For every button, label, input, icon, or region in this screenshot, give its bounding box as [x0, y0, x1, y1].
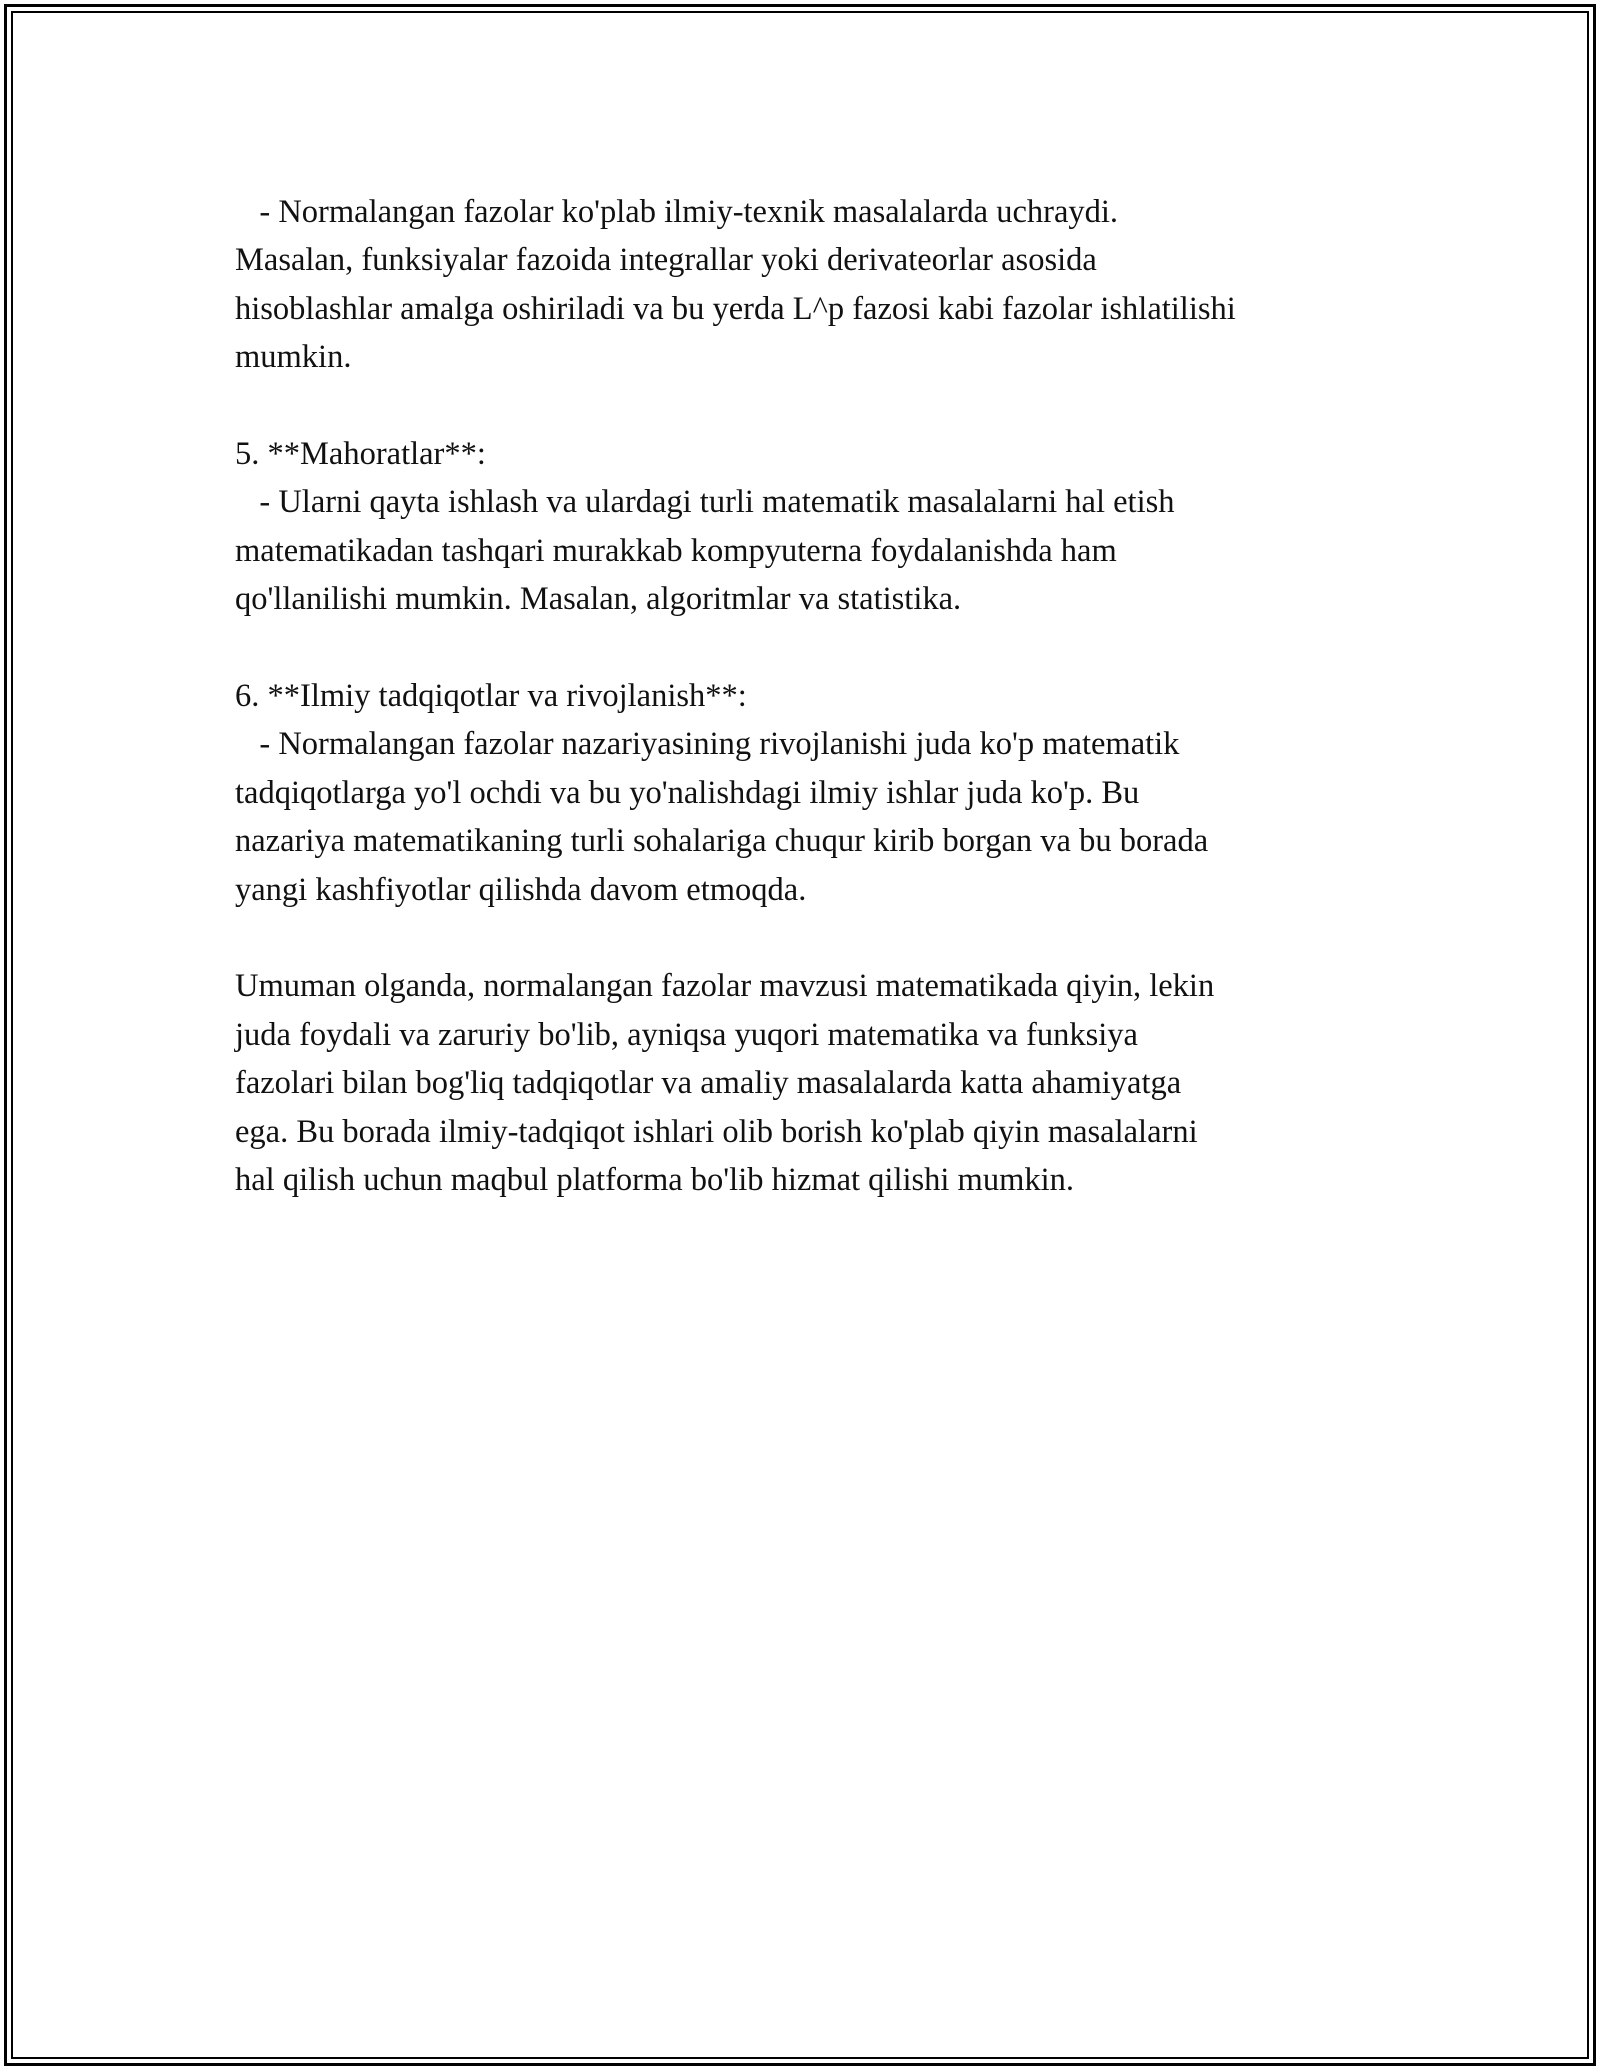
text-line: tadqiqotlarga yo'l ochdi va bu yo'nalishdagi ilmiy ishlar juda ko'p. Bu	[235, 774, 1140, 811]
document-body	[235, 188, 1395, 1253]
text-line: Umuman olganda, normalangan fazolar mavzusi matematikada qiyin, lekin	[235, 968, 1215, 1005]
text-line: ega. Bu borada ilmiy-tadqiqot ishlari olib borish ko'plab qiyin masalalarni	[235, 1113, 1198, 1150]
section-5-mahoratlar	[235, 430, 1395, 624]
text-line: mumkin.	[235, 339, 352, 376]
section-heading: 6. **Ilmiy tadqiqotlar va rivojlanish**:	[235, 678, 747, 715]
paragraph-conclusion	[235, 962, 1395, 1204]
section-heading: 5. **Mahoratlar**:	[235, 436, 486, 473]
text-line: hisoblashlar amalga oshiriladi va bu yerda L^p fazosi kabi fazolar ishlatilishi	[235, 290, 1236, 327]
text-line: yangi kashfiyotlar qilishda davom etmoqda.	[235, 871, 807, 908]
text-line: qo'llanilishi mumkin. Masalan, algoritmlar va statistika.	[235, 581, 962, 618]
text-line: - Normalangan fazolar ko'plab ilmiy-texnik masalalarda uchraydi.	[235, 194, 1119, 230]
text-line: Masalan, funksiyalar fazoida integrallar yoki derivateorlar asosida	[235, 242, 1097, 279]
section-6-ilmiy-tadqiqotlar	[235, 672, 1395, 914]
text-line: matematikadan tashqari murakkab kompyuterna foydalanishda ham	[235, 532, 1117, 569]
paragraph-normed-spaces-applications	[235, 188, 1395, 382]
text-line: fazolari bilan bog'liq tadqiqotlar va amaliy masalalarda katta ahamiyatga	[235, 1065, 1182, 1102]
text-line: - Normalangan fazolar nazariyasining rivojlanishi juda ko'p matematik	[235, 726, 1180, 763]
text-line: nazariya matematikaning turli sohalariga chuqur kirib borgan va bu borada	[235, 823, 1209, 860]
text-line: - Ularni qayta ishlash va ulardagi turli matematik masalalarni hal etish	[235, 484, 1175, 521]
text-line: hal qilish uchun maqbul platforma bo'lib hizmat qilishi mumkin.	[235, 1162, 1075, 1199]
text-line: juda foydali va zaruriy bo'lib, ayniqsa yuqori matematika va funksiya	[235, 1016, 1138, 1053]
